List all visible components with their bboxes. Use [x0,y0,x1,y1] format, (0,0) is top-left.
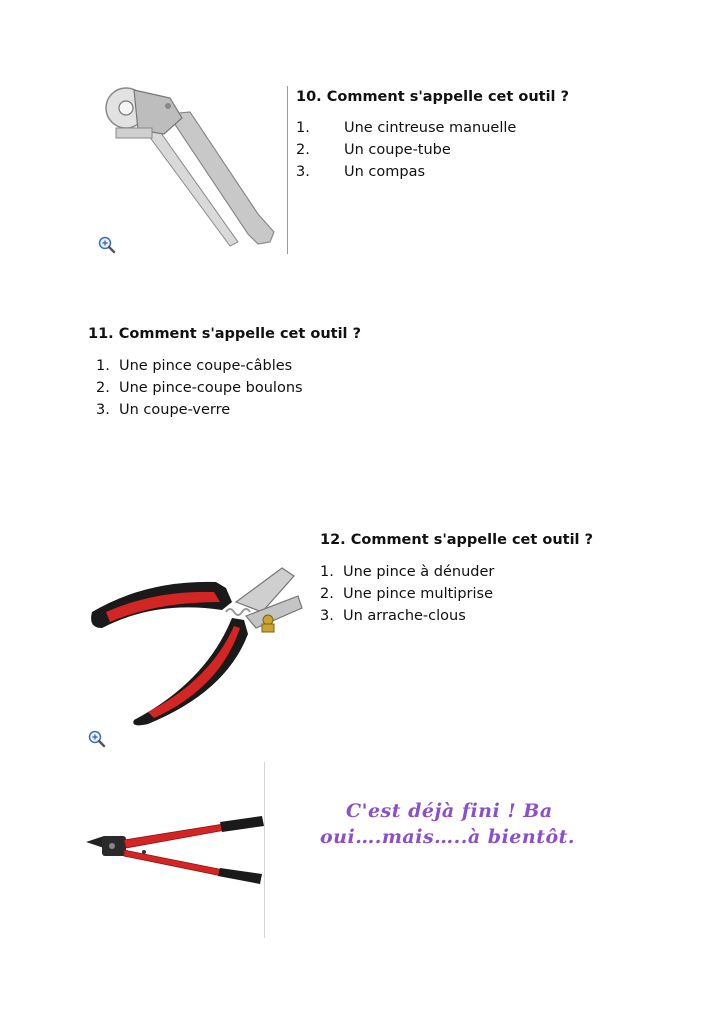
option-number: 1. [96,358,110,374]
question-10-title: 10. Comment s'appelle cet outil ? [296,89,569,105]
option-number: 3. [320,608,334,624]
option-label: Une cintreuse manuelle [344,120,517,136]
zoom-in-icon[interactable] [88,730,106,748]
option-number: 1. [296,120,310,136]
question-12-title: 12. Comment s'appelle cet outil ? [320,532,593,548]
column-divider [287,86,288,254]
closing-message-line-1: C'est déjà fini ! Ba [346,800,553,822]
option-number: 3. [96,402,110,418]
image-divider [264,762,265,938]
option-number: 2. [96,380,110,396]
option-label: Une pince à dénuder [343,564,495,580]
option-number: 2. [320,586,334,602]
option-label: Un coupe-tube [344,142,451,158]
tube-bender-image [98,84,288,256]
question-12-options [320,564,620,634]
option-label: Une pince coupe-câbles [119,358,293,374]
bolt-cutter-image [84,812,266,884]
question-10-options [296,120,596,190]
question-11-options [96,358,396,428]
option-number: 1. [320,564,334,580]
option-label: Un coupe-verre [119,402,231,418]
option-number: 3. [296,164,310,180]
option-label: Un arrache-clous [343,608,466,624]
option-label: Un compas [344,164,426,180]
question-11-title: 11. Comment s'appelle cet outil ? [88,326,361,342]
closing-message-line-2: oui….mais…..à bientôt. [320,826,576,848]
zoom-in-icon[interactable] [98,236,116,254]
option-label: Une pince-coupe boulons [119,380,303,396]
option-number: 2. [296,142,310,158]
option-label: Une pince multiprise [343,586,493,602]
wire-stripper-image [86,562,308,726]
